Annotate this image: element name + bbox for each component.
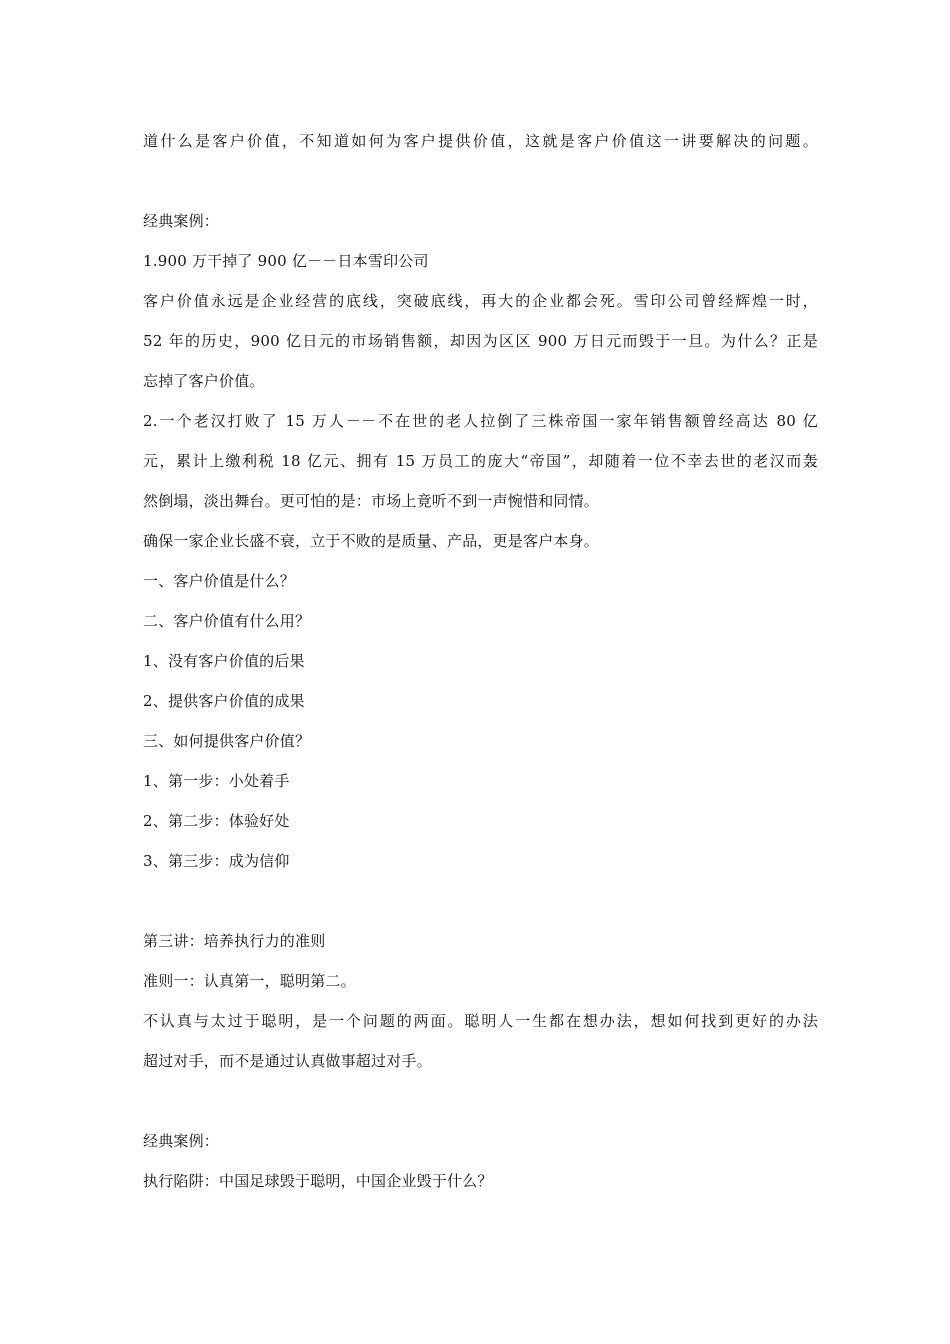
section-label: 经典案例：	[143, 1132, 220, 1150]
paragraph-line: 然倒塌，淡出舞台。更可怕的是：市场上竟听不到一声惋惜和同情。	[143, 492, 600, 510]
outline-item: 1、第一步：小处着手	[143, 772, 290, 790]
paragraph-line: 52 年的历史，900 亿日元的市场销售额，却因为区区 900 万日元而毁于一旦。为什么？正是	[143, 332, 818, 350]
lecture-title: 第三讲：培养执行力的准则	[143, 932, 326, 950]
paragraph-line: 超过对手，而不是通过认真做事超过对手。	[143, 1052, 432, 1070]
principle-heading: 准则一：认真第一，聪明第二。	[143, 972, 356, 990]
case-title: 1.900 万干掉了 900 亿－－日本雪印公司	[143, 252, 429, 270]
paragraph-line: 不认真与太过于聪明，是一个问题的两面。聪明人一生都在想办法，想如何找到更好的办法	[143, 1012, 818, 1030]
paragraph-line: 元，累计上缴利税 18 亿元、拥有 15 万员工的庞大“帝国”，却随着一位不幸去世的老汉而轰	[143, 452, 818, 470]
outline-item: 2、提供客户价值的成果	[143, 692, 305, 710]
outline-heading: 三、如何提供客户价值？	[143, 732, 311, 750]
section-label: 经典案例：	[143, 212, 220, 230]
outline-heading: 一、客户价值是什么？	[143, 572, 296, 590]
paragraph-line: 客户价值永远是企业经营的底线，突破底线，再大的企业都会死。雪印公司曾经辉煌一时，	[143, 292, 818, 310]
outline-item: 1、没有客户价值的后果	[143, 652, 305, 670]
outline-item: 3、第三步：成为信仰	[143, 852, 290, 870]
outline-heading: 二、客户价值有什么用？	[143, 612, 311, 630]
outline-item: 2、第二步：体验好处	[143, 812, 290, 830]
paragraph-line: 忘掉了客户价值。	[143, 372, 265, 390]
case-title: 执行陷阱：中国足球毁于聪明，中国企业毁于什么？	[143, 1172, 493, 1190]
paragraph-line: 确保一家企业长盛不衰，立于不败的是质量、产品，更是客户本身。	[143, 532, 600, 550]
case-title: 2.一个老汉打败了 15 万人－－不在世的老人拉倒了三株帝国一家年销售额曾经高达 80 亿	[143, 412, 818, 430]
paragraph-line: 道什么是客户价值，不知道如何为客户提供价值，这就是客户价值这一讲要解决的问题。	[143, 132, 818, 150]
